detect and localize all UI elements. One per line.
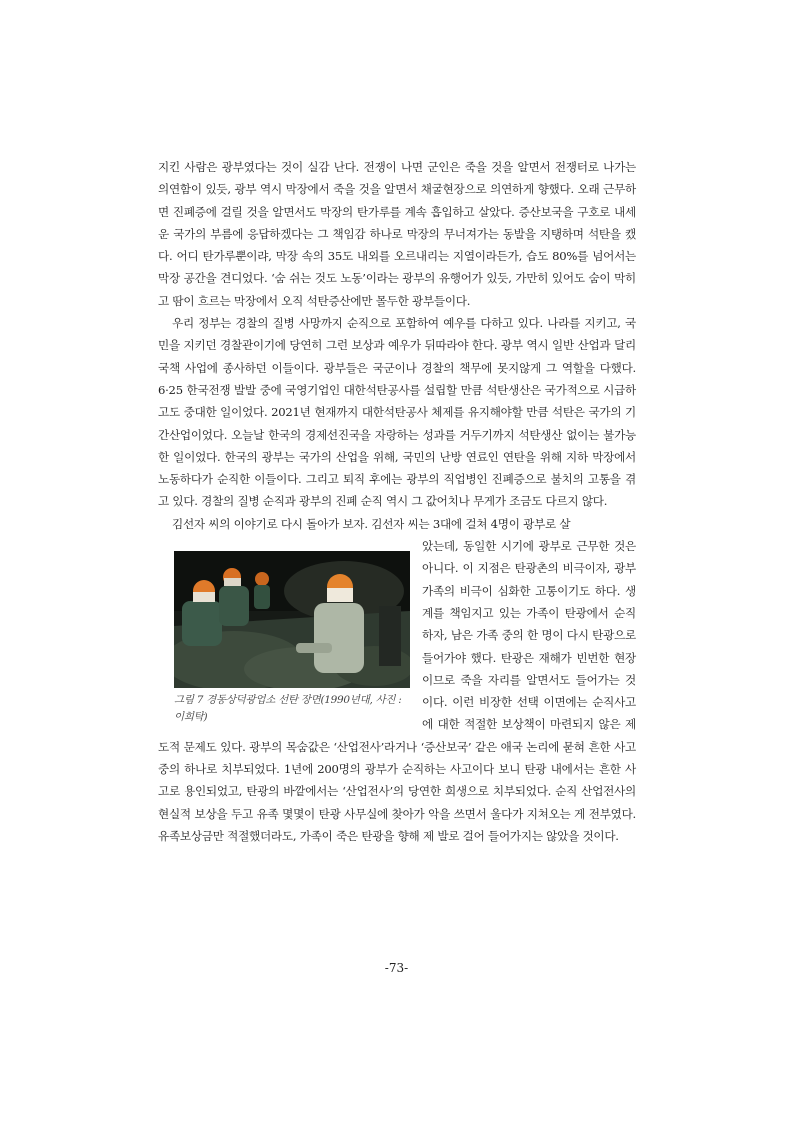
page-body	[158, 156, 636, 847]
paragraph-1: 지킨 사람은 광부였다는 것이 실감 난다. 전쟁이 나면 군인은 죽을 것을 알면서 전쟁터로 나가는 의연함이 있듯, 광부 역시 막장에서 죽을 것을 알면서 채굴현장으로 의연하게 향했다. 오래 근무하면 진폐증에 걸릴 것을 알면서도 막장의 탄가루를 계속 흡입하고 살았다. 증산보국을 구호로 내세운 국가의 부름에 응답하겠다는 그 책임감 하나로 막장의 무너져가는 동발을 지탱하며 석탄을 캤다. 어디 탄가루뿐이랴, 막장 속의 35도 내외를 오르내리는 지열이라든가, 습도 80%를 넘어서는 막장 공간을 견디었다. ‘숨 쉬는 것도 노동’이라는 광부의 유행어가 있듯, 가만히 있어도 숨이 막히고 땀이 흐르는 막장에서 오직 석탄증산에만 몰두한 광부들이다.	[158, 160, 636, 308]
paragraph-2: 우리 정부는 경찰의 질병 사망까지 순직으로 포함하여 예우를 다하고 있다. 나라를 지키고, 국민을 지키던 경찰관이기에 당연히 그런 보상과 예우가 뒤따라야 한다. 광부 역시 일반 산업과 달리 국책 사업에 종사하던 이들이다. 광부들은 국군이나 경찰의 책무에 못지않게 그 역할을 다했다. 6·25 한국전쟁 발발 중에 국영기업인 대한석탄공사를 설립할 만큼 석탄생산은 국가적으로 시급하고도 중대한 일이었다. 2021년 현재까지 대한석탄공사 체제를 유지해야할 만큼 석탄은 국가의 기간산업이었다. 오늘날 한국의 경제선진국을 자랑하는 성과를 거두기까지 석탄생산 없이는 불가능한 일이었다. 한국의 광부는 국가의 산업을 위해, 국민의 난방 연료인 연탄을 위해 지하 막장에서 노동하다가 순직한 이들이다. 그리고 퇴직 후에는 광부의 직업병인 진폐증으로 불치의 고통을 겪고 있다. 경찰의 질병 순직과 광부의 진폐 순직 역시 그 값어치나 무게가 조금도 다르지 않다.	[158, 316, 636, 509]
figure	[174, 551, 410, 726]
page-number: -73-	[384, 961, 409, 975]
paragraph-3-lead: 김선자 씨의 이야기로 다시 돌아가 보자. 김선자 씨는 3대에 걸쳐 4명이 광부로 살	[172, 516, 571, 531]
coal-sorting-photo	[174, 551, 410, 688]
paragraph-3-rest: 았는데, 동일한 시기에 광부로 근무한 것은 아니다. 이 지점은 탄광촌의 비극이자, 광부 가족의 비극이 심화한 고통이기도 하다. 생계를 책임지고 있는 가족이 탄광에서 순직하자, 남은 가족 중의 한 명이 다시 탄광으로 들어가야 했다. 탄광은 재해가 빈번한 현장이므로 죽을 자리를 알면서도 들어가는 것이다. 이런 비장한 선택 이면에는 순직사고에 대한 적절한 보상책이 마련되지 않은 제도적 문제도 있다. 광부의 목숨값은 ‘산업전사’라거나 ‘증산보국’ 같은 애국 논리에 묻혀 흔한 사고 중의 하나로 치부되었다. 1년에 200명의 광부가 순직하는 사고이다 보니 탄광 내에서는 흔한 사고로 용인되었고, 탄광의 바깥에서는 ‘산업전사’의 당연한 희생으로 치부되었다. 순직 산업전사의 현실적 보상을 두고 유족 몇몇이 탄광 사무실에 찾아가 악을 쓰면서 울다가 지쳐오는 게 전부였다. 유족보상금만 적절했더라도, 가족이 죽은 탄광을 향해 제 발로 걸어 들어가지는 않았을 것이다.	[158, 539, 636, 843]
figure-caption: 그림 7 경동상덕광업소 선탄 장면(1990년대, 사진 : 이희탁)	[174, 694, 402, 724]
